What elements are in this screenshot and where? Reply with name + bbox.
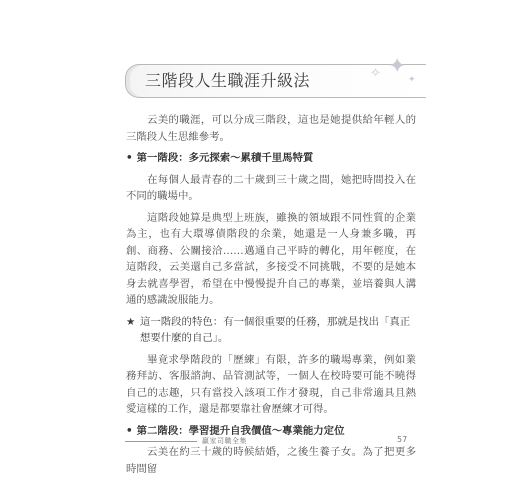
section-heading-stage-1: [126, 150, 416, 167]
chapter-title: 三階段人生職涯升級法: [145, 71, 311, 90]
footer-book-title: 贏家司職全集: [202, 437, 247, 445]
body-text: [126, 112, 416, 482]
stage-2-paragraph-1: 云美在約三十歲的時候結婚，之後生養子女。為了把更多時間留: [126, 446, 416, 475]
star-note: [126, 314, 416, 347]
footer-rule: [125, 441, 197, 442]
section-heading-stage-2: [126, 423, 416, 440]
chapter-title-banner: [125, 60, 400, 100]
star-icon: ★: [126, 315, 136, 328]
experience-paragraph: 畢竟求學階段的「歷練」有限，許多的職場專業，例如業務拜訪、客服諮詢、品管測試等，一個人在校時要可能不曉得自己的志趣，只有當投入該項工作才發現，自己非常適具且熱愛這樣的工作，還是都要靠社會歷練才可得。: [126, 353, 416, 415]
bullet-icon: •: [126, 152, 133, 164]
section-heading-stage-1-text: 第一階段：多元探索～累積千里馬特質: [136, 152, 314, 164]
section-heading-stage-2-text: 第二階段：學習提升自我價值～專業能力定位: [136, 424, 345, 437]
bullet-icon: •: [126, 424, 133, 437]
sparkle-large-icon: ✦: [388, 54, 407, 79]
sparkle-stars-decoration: [362, 56, 422, 90]
sparkle-medium-icon: ✧: [370, 66, 381, 81]
page-number: 57: [397, 435, 408, 444]
intro-paragraph: 云美的職涯，可以分成三階段，這也是她提供給年輕人的三階段人生思維參考。: [126, 114, 416, 143]
star-note-text: 這一階段的特色：有一個很重要的任務，那就是找出「真正想要什麼的自己」。: [140, 315, 411, 344]
stage-1-paragraph-2: 這階段她算是典型上班族，雖換的領域跟不同性質的企業為主，也有大環導債階段的余業，她還是一人身兼多職，再創、商務、公關接洽……邁通自己平時的轉化，用年輕度，在這階段，云美還自己多當試，多接受不同挑戰，不要的是她本身去就喜學習，希望在中慢慢提升自己的專業，並培養與人溝通的感識說服能力。: [126, 211, 416, 306]
sparkle-small-icon: ✦: [408, 75, 416, 85]
stage-1-paragraph-1: 在每個人最青春的二十歲到三十歲之間，她把時間投入在不同的職場中。: [126, 173, 416, 202]
